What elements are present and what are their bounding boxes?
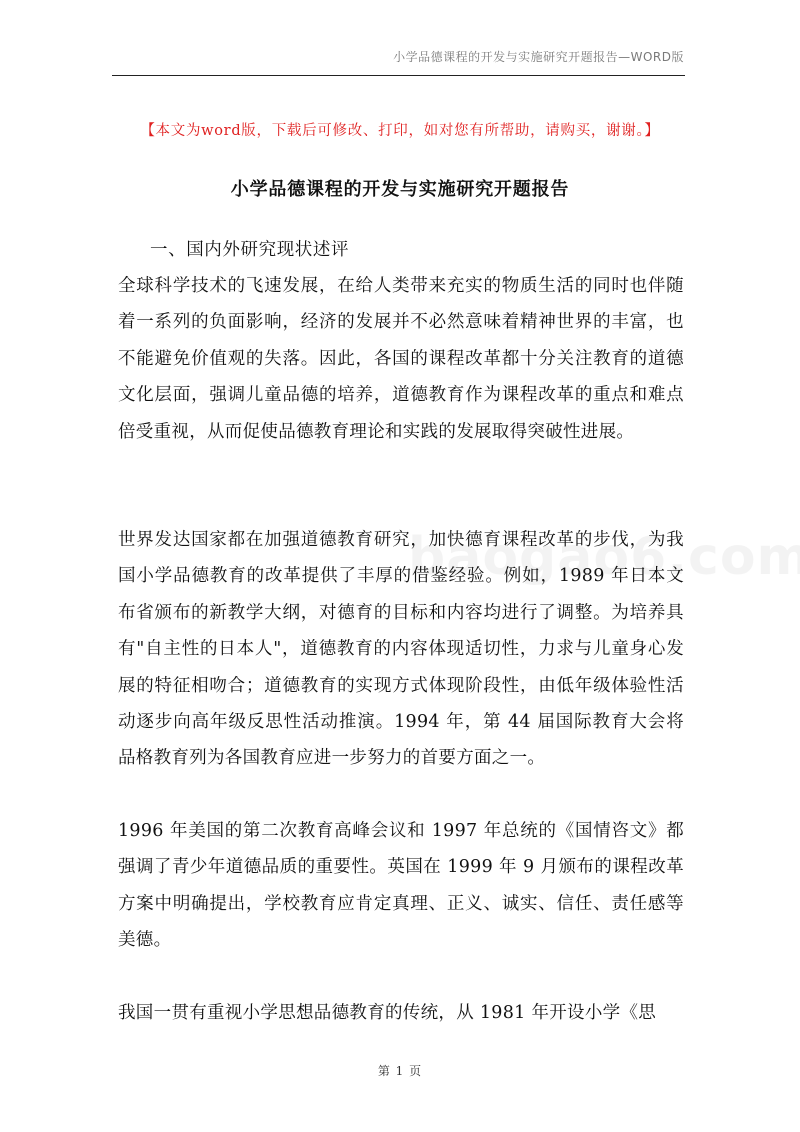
body-paragraph: 世界发达国家都在加强道德教育研究，加快德育课程改革的步伐，为我国小学品德教育的改革提供了丰厚的借鉴经验。例如，1989 年日本文布省颁布的新教学大纲，对德育的目标和内容均进行了调整。为培养具有"自主性的日本人"，道德教育的内容体现适切性，力求与儿童身心发展的特征相吻合；道德教育的实现方式体现阶段性，由低年级体验性活动逐步向高年级反思性活动推演。1994 年，第 44 届国际教育大会将品格教育列为各国教育应进一步努力的首要方面之一。	[118, 530, 684, 769]
body-paragraph: 全球科学技术的飞速发展，在给人类带来充实的物质生活的同时也伴随着一系列的负面影响，经济的发展并不必然意味着精神世界的丰富，也不能避免价值观的失落。因此，各国的课程改革都十分关注教育的道德文化层面，强调儿童品德的培养，道德教育作为课程改革的重点和难点倍受重视，从而促使品德教育理论和实践的发展取得突破性进展。	[118, 276, 684, 442]
document-title: 小学品德课程的开发与实施研究开题报告	[230, 179, 570, 200]
body-paragraph: 1996 年美国的第二次教育高峰会议和 1997 年总统的《国情咨文》都强调了青少年道德品质的重要性。英国在 1999 年 9 月颁布的课程改革方案中明确提出，学校教育应肯定真理、正义、诚实、信任、责任感等美德。	[118, 821, 684, 951]
section-heading: 一、国内外研究现状述评	[150, 240, 350, 260]
header-divider	[112, 75, 685, 76]
download-notice: 【本文为word版，下载后可修改、打印，如对您有所帮助，请购买，谢谢。】	[140, 123, 660, 139]
page-number: 第 1 页	[377, 1064, 423, 1078]
running-header: 小学品德课程的开发与实施研究开题报告—WORD版	[393, 50, 684, 64]
body-paragraph: 我国一贯有重视小学思想品德教育的传统，从 1981 年开设小学《思	[118, 1003, 657, 1023]
